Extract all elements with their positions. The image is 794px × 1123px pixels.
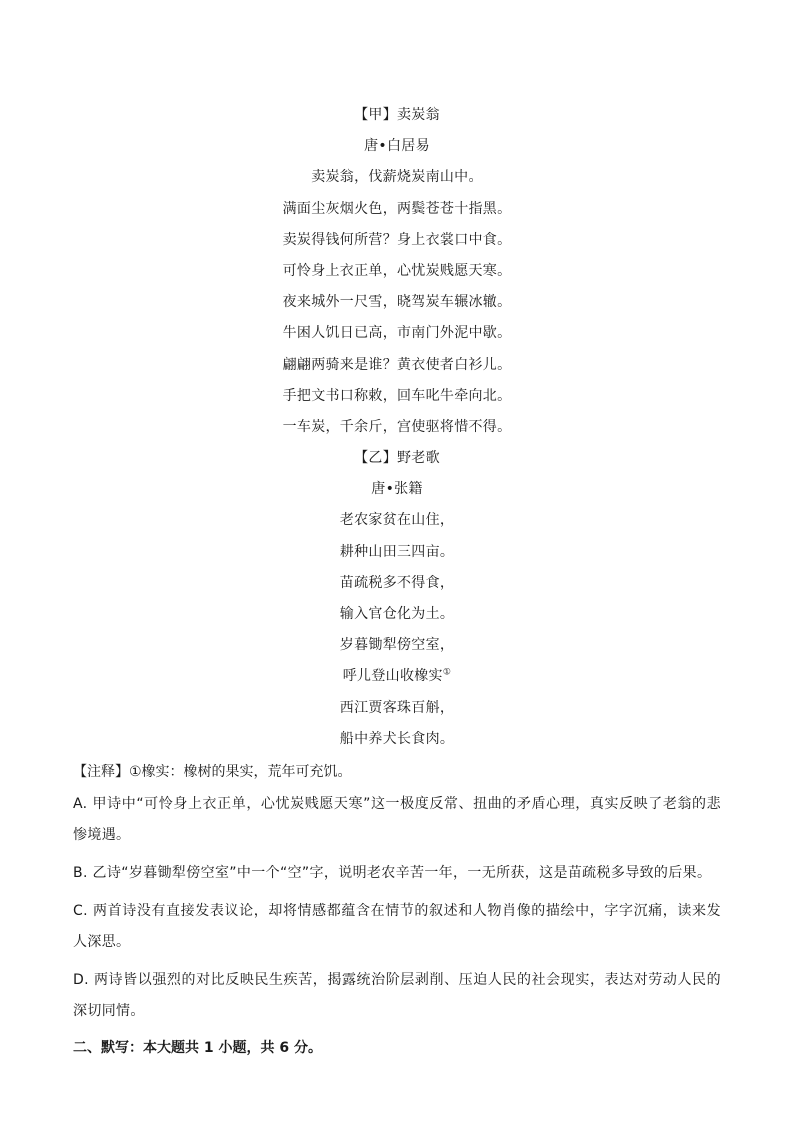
poem-line: 老农家贫在山住， <box>339 512 455 529</box>
poem-a-title: 【甲】卖炭翁 <box>354 107 440 123</box>
poem-line: 西江贾客珠百斛， <box>339 699 455 716</box>
poem-line: 卖炭翁，伐薪烧炭南山中。 <box>311 169 483 186</box>
option-a: A. 甲诗中“可怜身上衣正单，心忧炭贱愿天寒”这一极度反常、扭曲的矛盾心理，真实反映了老翁的悲惨境遇。 <box>73 796 721 843</box>
poem-line: 一车炭，千余斤，宫使驱将惜不得。 <box>282 418 512 435</box>
poem-line: 翩翩两骑来是谁？黄衣使者白衫儿。 <box>282 356 512 373</box>
poem-line-text: 呼儿登山收橡实 <box>342 668 443 685</box>
poem-line: 夜来城外一尺雪，晓驾炭车辗冰辙。 <box>282 294 512 311</box>
poems-block <box>0 100 794 755</box>
poem-line: 耕种山田三四亩。 <box>339 543 455 560</box>
footnote-marker: ① <box>442 667 452 678</box>
poem-line-with-footnote <box>0 661 794 692</box>
poem-line: 船中养犬长食肉。 <box>339 730 455 747</box>
question-block <box>73 756 721 1063</box>
poem-b-author: 唐•张籍 <box>371 481 423 498</box>
poem-line: 卖炭得钱何所营？身上衣裳口中食。 <box>282 231 512 248</box>
poem-line: 手把文书口称敕，回车叱牛牵向北。 <box>282 387 512 404</box>
poem-line: 苗疏税多不得食， <box>339 574 455 591</box>
option-b: B. 乙诗“岁暮锄犁傍空室”中一个“空”字，说明老农辛苦一年，一无所获，这是苗疏税多导致的后果。 <box>73 865 712 881</box>
poem-line: 满面尘灰烟火色，两鬓苍苍十指黑。 <box>282 200 512 217</box>
section-heading: 二、默写：本大题共 1 小题，共 6 分。 <box>73 1040 322 1056</box>
option-c: C. 两首诗没有直接发表议论，却将情感都蕴含在情节的叙述和人物肖像的描绘中，字字沉痛，读来发人深思。 <box>73 903 721 950</box>
poem-b-title: 【乙】野老歌 <box>354 450 440 467</box>
poem-line: 输入官仓化为土。 <box>339 606 455 622</box>
annotation-note: 【注释】①橡实：橡树的果实，荒年可充饥。 <box>73 764 352 780</box>
option-d: D. 两诗皆以强烈的对比反映民生疾苦，揭露统治阶层剥削、压迫人民的社会现实，表达对劳动人民的深切同情。 <box>73 972 721 1019</box>
poem-line: 岁暮锄犁傍空室， <box>339 637 455 654</box>
poem-a-author: 唐•白居易 <box>364 138 430 155</box>
poem-line: 可怜身上衣正单，心忧炭贱愿天寒。 <box>282 262 512 279</box>
poem-line: 牛困人饥日已高，市南门外泥中歇。 <box>282 325 512 342</box>
